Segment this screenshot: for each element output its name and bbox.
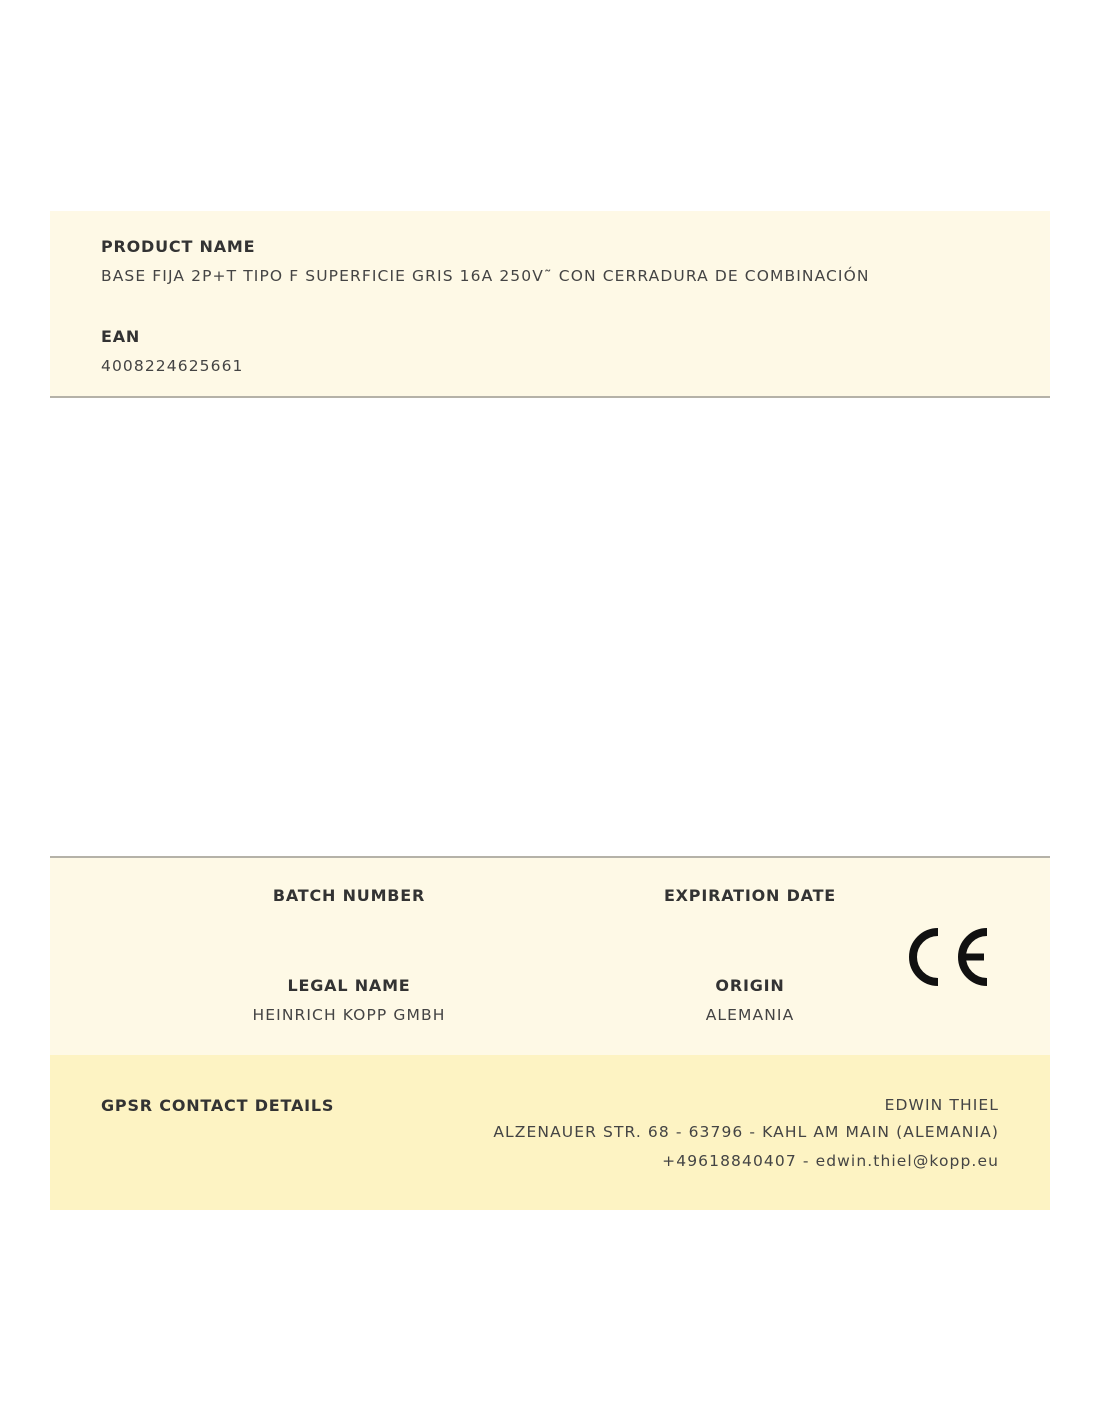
contact-phone-email: +49618840407 - edwin.thiel@kopp.eu — [662, 1152, 999, 1170]
expiration-date-label: EXPIRATION DATE — [663, 886, 837, 905]
contact-name: EDWIN THIEL — [884, 1096, 999, 1114]
ce-mark-icon — [908, 926, 992, 988]
product-name-label: PRODUCT NAME — [101, 237, 256, 256]
legal-name-value: HEINRICH KOPP GMBH — [252, 1006, 446, 1024]
gpsr-contact-label: GPSR CONTACT DETAILS — [101, 1096, 335, 1115]
ean-value: 4008224625661 — [101, 357, 244, 375]
product-details-panel — [50, 856, 1050, 1057]
ean-label: EAN — [101, 327, 141, 346]
origin-value: ALEMANIA — [705, 1006, 795, 1024]
batch-number-label: BATCH NUMBER — [272, 886, 426, 905]
gpsr-contact-panel — [50, 1055, 1050, 1210]
origin-label: ORIGIN — [715, 976, 785, 995]
contact-address: ALZENAUER STR. 68 - 63796 - KAHL AM MAIN (ALEMANIA) — [493, 1123, 999, 1141]
product-name-value: BASE FIJA 2P+T TIPO F SUPERFICIE GRIS 16A 250V˜ CON CERRADURA DE COMBINACIÓN — [101, 267, 870, 285]
legal-name-label: LEGAL NAME — [287, 976, 411, 995]
product-info-panel — [50, 211, 1050, 398]
